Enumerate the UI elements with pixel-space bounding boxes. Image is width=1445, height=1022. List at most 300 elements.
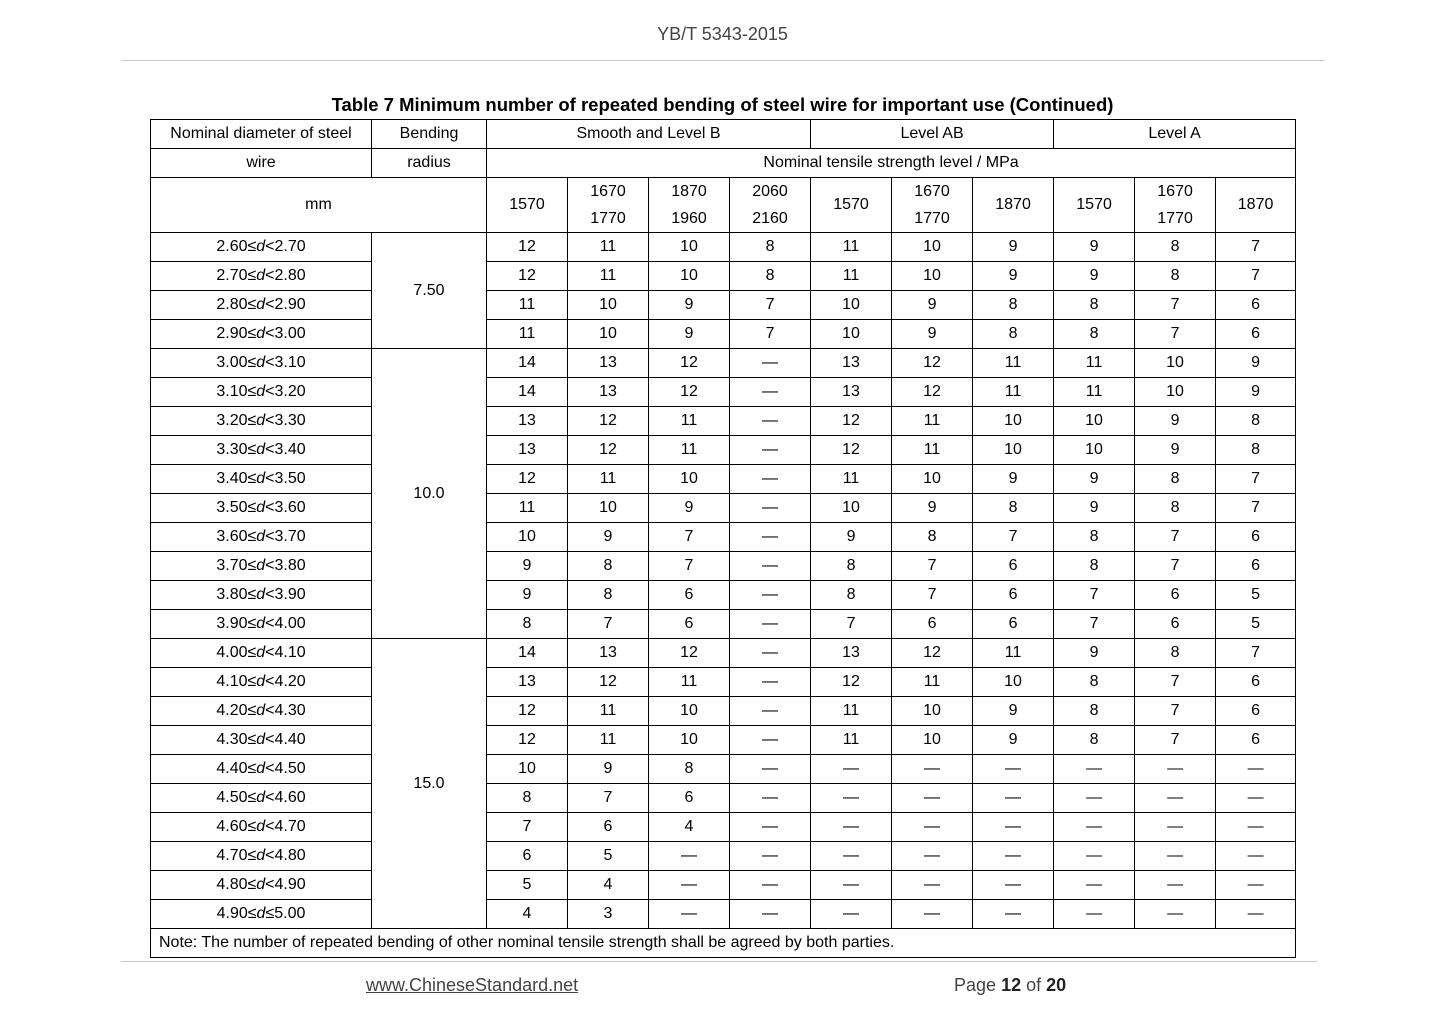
range-variable: d: [256, 615, 266, 632]
header-row-groups: [151, 120, 1296, 149]
range-variable: d: [256, 789, 266, 806]
bend-count-cell: 8: [1054, 320, 1135, 349]
bend-count-cell: 11: [487, 494, 568, 523]
table-row: [151, 871, 1296, 900]
diameter-range-cell: [151, 233, 372, 262]
table-note: Note: The number of repeated bending of other nominal tensile strength shall be agreed by both parties.: [151, 929, 1296, 958]
bend-count-cell: 13: [487, 436, 568, 465]
range-variable: d: [256, 354, 266, 371]
range-variable: d: [256, 325, 266, 342]
bend-count-cell: —: [730, 755, 811, 784]
bend-count-cell: 8: [1135, 639, 1216, 668]
range-upper: <3.40: [265, 441, 306, 458]
range-upper: <2.70: [265, 238, 306, 255]
bend-count-cell: 12: [811, 407, 892, 436]
diameter-range-cell: [151, 407, 372, 436]
range-variable: d: [256, 673, 266, 690]
bend-count-cell: 8: [568, 552, 649, 581]
bend-count-cell: —: [1054, 784, 1135, 813]
bend-count-cell: —: [811, 871, 892, 900]
diameter-range-cell: [151, 465, 372, 494]
range-variable: d: [256, 818, 266, 835]
bend-count-cell: 11: [649, 407, 730, 436]
strength-value: 1770: [1157, 210, 1193, 227]
table-row: [151, 436, 1296, 465]
range-variable: d: [256, 441, 266, 458]
bend-count-cell: —: [973, 871, 1054, 900]
range-lower: 3.50≤: [216, 499, 257, 516]
bend-count-cell: 4: [487, 900, 568, 929]
table-row: [151, 349, 1296, 378]
bend-count-cell: 7: [649, 523, 730, 552]
diameter-range-cell: [151, 610, 372, 639]
bend-count-cell: 11: [1054, 378, 1135, 407]
bend-count-cell: 7: [1216, 262, 1296, 291]
range-upper: <4.10: [265, 644, 306, 661]
bend-count-cell: 9: [1135, 407, 1216, 436]
bend-count-cell: 7: [1216, 494, 1296, 523]
range-upper: <2.90: [265, 296, 306, 313]
bend-count-cell: 9: [649, 494, 730, 523]
bend-count-cell: 10: [487, 755, 568, 784]
header-tensile-strength-label: Nominal tensile strength level / MPa: [487, 149, 1296, 178]
bend-count-cell: 9: [1216, 378, 1296, 407]
bend-count-cell: 10: [892, 233, 973, 262]
bend-count-cell: 9: [649, 320, 730, 349]
bend-count-cell: 7: [1216, 465, 1296, 494]
bend-count-cell: 10: [487, 523, 568, 552]
strength-value: 1670: [1157, 183, 1193, 200]
range-lower: 3.30≤: [216, 441, 257, 458]
bend-count-cell: 5: [1216, 581, 1296, 610]
diameter-range-cell: [151, 436, 372, 465]
range-upper: <3.20: [265, 383, 306, 400]
bend-count-cell: 12: [892, 378, 973, 407]
range-lower: 4.50≤: [216, 789, 257, 806]
bend-count-cell: 7: [973, 523, 1054, 552]
website-link[interactable]: www.ChineseStandard.net: [366, 975, 579, 995]
bend-count-cell: 8: [568, 581, 649, 610]
diameter-range-cell: [151, 871, 372, 900]
strength-value: 1870: [995, 196, 1031, 213]
header-group-level-ab: Level AB: [811, 120, 1054, 149]
bend-count-cell: 7: [1216, 639, 1296, 668]
bend-count-cell: 7: [1054, 610, 1135, 639]
range-upper: <3.10: [265, 354, 306, 371]
bend-count-cell: —: [1216, 842, 1296, 871]
diameter-range-cell: [151, 639, 372, 668]
table-row: [151, 813, 1296, 842]
bend-count-cell: —: [1054, 900, 1135, 929]
strength-value: 1670: [590, 183, 626, 200]
range-upper: <3.30: [265, 412, 306, 429]
bend-count-cell: 6: [1216, 726, 1296, 755]
bend-count-cell: 11: [973, 349, 1054, 378]
bend-count-cell: —: [892, 755, 973, 784]
bend-count-cell: 10: [649, 233, 730, 262]
bend-count-cell: 8: [649, 755, 730, 784]
bend-count-cell: 8: [892, 523, 973, 552]
bend-count-cell: 13: [811, 639, 892, 668]
bend-count-cell: 7: [811, 610, 892, 639]
bend-count-cell: 13: [568, 349, 649, 378]
bend-count-cell: 6: [973, 610, 1054, 639]
bend-count-cell: 7: [1135, 291, 1216, 320]
bend-count-cell: —: [649, 842, 730, 871]
bend-count-cell: 13: [487, 668, 568, 697]
strength-value: 1870: [1237, 196, 1274, 213]
header-diameter-line2: wire: [151, 149, 372, 178]
range-lower: 4.30≤: [216, 731, 257, 748]
bend-count-cell: —: [973, 813, 1054, 842]
strength-value: 1570: [833, 196, 869, 213]
bend-count-cell: —: [892, 842, 973, 871]
bend-count-cell: 10: [568, 320, 649, 349]
table-row: [151, 842, 1296, 871]
bend-count-cell: 6: [1216, 523, 1296, 552]
diameter-range-cell: [151, 378, 372, 407]
bend-count-cell: —: [649, 871, 730, 900]
bend-count-cell: —: [730, 639, 811, 668]
bend-count-cell: 10: [1054, 436, 1135, 465]
bend-count-cell: 7: [1135, 552, 1216, 581]
diameter-range-cell: [151, 726, 372, 755]
bend-count-cell: 12: [892, 639, 973, 668]
range-upper: <4.00: [265, 615, 306, 632]
bending-table: [150, 119, 1296, 958]
bend-count-cell: —: [973, 842, 1054, 871]
header-row-tensile: [151, 149, 1296, 178]
bend-count-cell: 13: [487, 407, 568, 436]
page-total: 20: [1046, 975, 1067, 995]
strength-value: 1870: [671, 183, 707, 200]
bend-count-cell: 10: [811, 320, 892, 349]
table-row: [151, 726, 1296, 755]
table-row: [151, 465, 1296, 494]
header-strength-level: [811, 178, 892, 233]
range-variable: d: [256, 412, 266, 429]
range-lower: 3.40≤: [216, 470, 257, 487]
bend-count-cell: 10: [892, 262, 973, 291]
page-current: 12: [1001, 975, 1022, 995]
bend-count-cell: 11: [811, 233, 892, 262]
bend-count-cell: —: [730, 697, 811, 726]
bend-count-cell: 8: [1135, 233, 1216, 262]
strength-value: 1570: [1076, 196, 1112, 213]
bend-count-cell: —: [973, 784, 1054, 813]
bend-count-cell: 11: [568, 233, 649, 262]
bending-radius-cell: 7.50: [372, 233, 487, 349]
range-lower: 3.20≤: [216, 412, 257, 429]
bend-count-cell: 10: [811, 494, 892, 523]
bend-count-cell: 6: [1216, 697, 1296, 726]
range-lower: 4.10≤: [216, 673, 257, 690]
table-title: Table 7 Minimum number of repeated bending of steel wire for important use (Continued): [331, 94, 1114, 115]
bend-count-cell: 8: [1054, 668, 1135, 697]
range-lower: 3.80≤: [216, 586, 257, 603]
bend-count-cell: 9: [1135, 436, 1216, 465]
table-row: [151, 494, 1296, 523]
bend-count-cell: 8: [487, 784, 568, 813]
bend-count-cell: —: [1135, 755, 1216, 784]
bend-count-cell: 7: [1216, 233, 1296, 262]
bend-count-cell: 6: [973, 552, 1054, 581]
strength-value: 1770: [914, 210, 950, 227]
bend-count-cell: —: [1054, 755, 1135, 784]
document-id-header: YB/T 5343-2015: [657, 24, 788, 44]
bend-count-cell: —: [973, 900, 1054, 929]
bend-count-cell: —: [730, 494, 811, 523]
diameter-range-cell: [151, 813, 372, 842]
bend-count-cell: 6: [1216, 320, 1296, 349]
bend-count-cell: 10: [973, 668, 1054, 697]
bend-count-cell: 9: [1054, 639, 1135, 668]
bend-count-cell: 8: [730, 262, 811, 291]
bend-count-cell: —: [1216, 900, 1296, 929]
bend-count-cell: 8: [973, 291, 1054, 320]
bend-count-cell: 5: [1216, 610, 1296, 639]
range-upper: <2.80: [265, 267, 306, 284]
bend-count-cell: —: [730, 610, 811, 639]
diameter-range-cell: [151, 262, 372, 291]
bend-count-cell: —: [892, 871, 973, 900]
bend-count-cell: 9: [973, 697, 1054, 726]
bend-count-cell: 6: [1135, 610, 1216, 639]
range-variable: d: [256, 296, 266, 313]
strength-value: 2060: [752, 183, 788, 200]
bend-count-cell: 6: [649, 784, 730, 813]
range-lower: 4.80≤: [216, 876, 257, 893]
diameter-range-cell: [151, 755, 372, 784]
bend-count-cell: —: [1054, 871, 1135, 900]
bend-count-cell: 7: [1135, 523, 1216, 552]
table-row: [151, 784, 1296, 813]
bend-count-cell: —: [1135, 813, 1216, 842]
bend-count-cell: 12: [568, 436, 649, 465]
bend-count-cell: 8: [1054, 697, 1135, 726]
bend-count-cell: 8: [1135, 262, 1216, 291]
range-variable: d: [256, 499, 266, 516]
bend-count-cell: 8: [1054, 726, 1135, 755]
diameter-range-cell: [151, 349, 372, 378]
range-lower: 4.90≤: [216, 905, 257, 922]
bend-count-cell: 7: [1135, 697, 1216, 726]
header-strength-level: [487, 178, 568, 233]
bend-count-cell: 12: [811, 668, 892, 697]
diameter-range-cell: [151, 668, 372, 697]
bend-count-cell: 9: [892, 291, 973, 320]
table-row: [151, 668, 1296, 697]
bend-count-cell: 7: [730, 291, 811, 320]
range-lower: 3.10≤: [216, 383, 257, 400]
strength-value: 2160: [752, 210, 788, 227]
bend-count-cell: —: [730, 726, 811, 755]
table-row: [151, 523, 1296, 552]
bend-count-cell: 9: [892, 494, 973, 523]
bend-count-cell: 10: [568, 291, 649, 320]
diameter-range-cell: [151, 552, 372, 581]
header-row-strength-levels: [151, 178, 1296, 233]
strength-value: 1960: [671, 210, 707, 227]
bend-count-cell: 12: [649, 639, 730, 668]
header-group-smooth-level-b: Smooth and Level B: [487, 120, 811, 149]
bend-count-cell: 11: [811, 465, 892, 494]
diameter-range-cell: [151, 291, 372, 320]
bend-count-cell: 11: [649, 436, 730, 465]
bend-count-cell: 7: [1054, 581, 1135, 610]
range-variable: d: [256, 644, 266, 661]
bend-count-cell: 12: [568, 407, 649, 436]
bend-count-cell: 10: [973, 407, 1054, 436]
bend-count-cell: —: [1216, 813, 1296, 842]
bend-count-cell: 7: [487, 813, 568, 842]
diameter-range-cell: [151, 320, 372, 349]
bend-count-cell: 13: [811, 378, 892, 407]
bend-count-cell: 10: [973, 436, 1054, 465]
bend-count-cell: 10: [1054, 407, 1135, 436]
diameter-range-cell: [151, 494, 372, 523]
diameter-range-cell: [151, 784, 372, 813]
bend-count-cell: 7: [730, 320, 811, 349]
header-divider: [121, 60, 1324, 61]
bend-count-cell: 9: [1054, 465, 1135, 494]
header-strength-level: [973, 178, 1054, 233]
bend-count-cell: 7: [892, 581, 973, 610]
range-variable: d: [256, 238, 266, 255]
bend-count-cell: 9: [568, 523, 649, 552]
bend-count-cell: 11: [568, 465, 649, 494]
bend-count-cell: 12: [487, 697, 568, 726]
bend-count-cell: 11: [487, 291, 568, 320]
bend-count-cell: 9: [973, 726, 1054, 755]
bend-count-cell: 10: [892, 465, 973, 494]
range-variable: d: [256, 876, 266, 893]
footer-divider: [121, 961, 1317, 962]
table-row: [151, 233, 1296, 262]
bend-count-cell: 9: [1054, 233, 1135, 262]
bend-count-cell: —: [649, 900, 730, 929]
bend-count-cell: —: [730, 378, 811, 407]
bend-count-cell: 7: [1135, 320, 1216, 349]
bend-count-cell: 14: [487, 349, 568, 378]
bend-count-cell: —: [1216, 755, 1296, 784]
range-lower: 3.60≤: [216, 528, 257, 545]
range-variable: d: [256, 847, 266, 864]
bend-count-cell: —: [811, 813, 892, 842]
table-row: [151, 639, 1296, 668]
bend-count-cell: 11: [487, 320, 568, 349]
header-strength-level: [568, 178, 649, 233]
bend-count-cell: 11: [568, 262, 649, 291]
bend-count-cell: 8: [1135, 465, 1216, 494]
header-unit-mm: mm: [151, 178, 487, 233]
range-lower: 3.00≤: [216, 354, 257, 371]
bend-count-cell: 7: [1135, 668, 1216, 697]
table-row: [151, 610, 1296, 639]
bend-count-cell: 4: [649, 813, 730, 842]
range-lower: 3.70≤: [216, 557, 257, 574]
range-lower: 2.70≤: [216, 267, 257, 284]
strength-value: 1570: [509, 196, 545, 213]
header-strength-level: [892, 178, 973, 233]
range-variable: d: [256, 557, 266, 574]
diameter-range-cell: [151, 900, 372, 929]
header-strength-level: [730, 178, 811, 233]
table-note-row: [151, 929, 1296, 958]
bend-count-cell: 11: [1054, 349, 1135, 378]
header-strength-level: [1135, 178, 1216, 233]
range-variable: d: [256, 760, 266, 777]
bend-count-cell: —: [892, 813, 973, 842]
bend-count-cell: 8: [1054, 523, 1135, 552]
range-variable: d: [256, 267, 266, 284]
table-row: [151, 552, 1296, 581]
bend-count-cell: 8: [811, 552, 892, 581]
bend-count-cell: 11: [568, 726, 649, 755]
bend-count-cell: —: [730, 465, 811, 494]
bend-count-cell: 9: [487, 552, 568, 581]
diameter-range-cell: [151, 697, 372, 726]
bend-count-cell: 9: [568, 755, 649, 784]
range-upper: <4.80: [265, 847, 306, 864]
bend-count-cell: 13: [568, 639, 649, 668]
bend-count-cell: —: [730, 581, 811, 610]
bend-count-cell: —: [730, 668, 811, 697]
bend-count-cell: —: [811, 784, 892, 813]
bend-count-cell: 7: [892, 552, 973, 581]
bend-count-cell: 8: [1216, 407, 1296, 436]
bend-count-cell: —: [1135, 784, 1216, 813]
bend-count-cell: 8: [973, 494, 1054, 523]
range-upper: <3.60: [265, 499, 306, 516]
bend-count-cell: 10: [568, 494, 649, 523]
bend-count-cell: —: [811, 842, 892, 871]
bend-count-cell: 11: [568, 697, 649, 726]
header-radius-line1: Bending: [372, 120, 487, 149]
bend-count-cell: 10: [649, 262, 730, 291]
bend-count-cell: 12: [487, 465, 568, 494]
bend-count-cell: 6: [892, 610, 973, 639]
bend-count-cell: —: [1135, 871, 1216, 900]
range-lower: 4.20≤: [216, 702, 257, 719]
bend-count-cell: 8: [487, 610, 568, 639]
range-variable: d: [256, 470, 266, 487]
bend-count-cell: —: [1054, 842, 1135, 871]
range-lower: 3.90≤: [216, 615, 257, 632]
bend-count-cell: 8: [973, 320, 1054, 349]
table-row: [151, 407, 1296, 436]
bend-count-cell: 8: [730, 233, 811, 262]
header-diameter-line1: Nominal diameter of steel: [151, 120, 372, 149]
bend-count-cell: 9: [649, 291, 730, 320]
bend-count-cell: 9: [892, 320, 973, 349]
bend-count-cell: —: [730, 349, 811, 378]
bend-count-cell: 6: [973, 581, 1054, 610]
range-upper: <4.60: [265, 789, 306, 806]
bend-count-cell: 12: [487, 262, 568, 291]
table-row: [151, 262, 1296, 291]
table-row: [151, 697, 1296, 726]
bend-count-cell: 10: [1135, 378, 1216, 407]
bend-count-cell: 7: [649, 552, 730, 581]
strength-value: 1670: [914, 183, 950, 200]
range-variable: d: [256, 702, 266, 719]
bend-count-cell: 12: [487, 726, 568, 755]
bend-count-cell: 10: [811, 291, 892, 320]
range-variable: d: [256, 905, 266, 922]
bend-count-cell: 6: [487, 842, 568, 871]
table-row: [151, 755, 1296, 784]
